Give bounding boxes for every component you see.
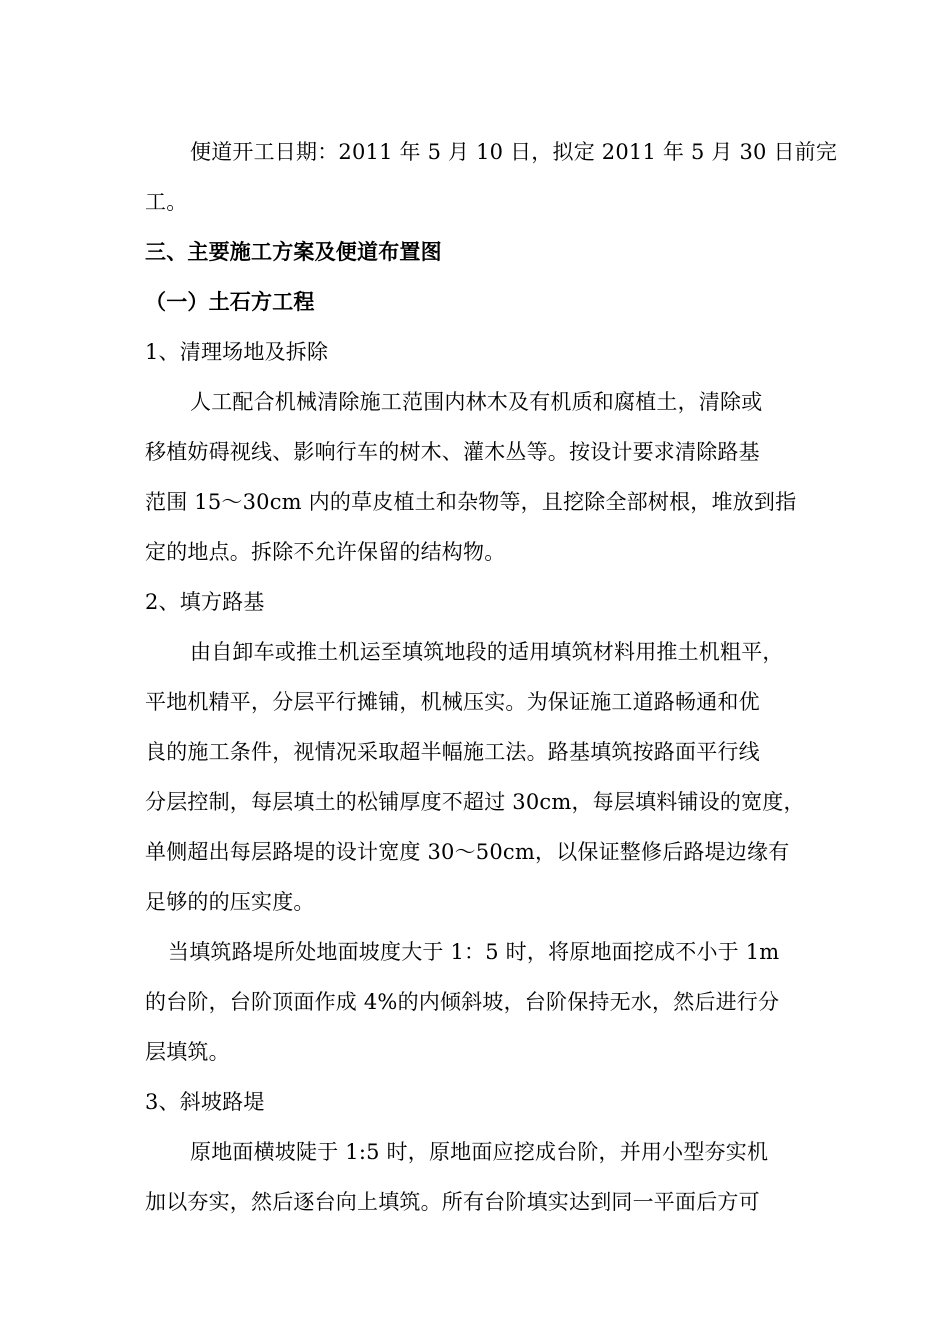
paragraph-line: 的台阶，台阶顶面作成 4%的内倾斜坡，台阶保持无水，然后进行分: [145, 990, 780, 1014]
paragraph-line: 便道开工日期：2011 年 5 月 10 日，拟定 2011 年 5 月 30 日前完: [190, 140, 838, 164]
paragraph-line: 足够的的压实度。: [145, 890, 315, 914]
item-heading: 1、清理场地及拆除: [145, 340, 329, 364]
paragraph-line: 人工配合机械清除施工范围内林木及有机质和腐植土，清除或: [190, 390, 763, 414]
paragraph-line: 原地面横坡陡于 1:5 时，原地面应挖成台阶，并用小型夯实机: [190, 1140, 769, 1164]
paragraph-line: 单侧超出每层路堤的设计宽度 30～50cm，以保证整修后路堤边缘有: [145, 840, 790, 864]
item-heading: 3、斜坡路堤: [145, 1090, 265, 1114]
paragraph-line: 当填筑路堤所处地面坡度大于 1：5 时，将原地面挖成不小于 1m: [168, 940, 780, 964]
paragraph-line: 定的地点。拆除不允许保留的结构物。: [145, 540, 506, 564]
paragraph-line: 加以夯实，然后逐台向上填筑。所有台阶填实达到同一平面后方可: [145, 1190, 760, 1214]
paragraph-line: 良的施工条件，视情况采取超半幅施工法。路基填筑按路面平行线: [145, 740, 760, 764]
paragraph-line: 由自卸车或推土机运至填筑地段的适用填筑材料用推土机粗平，: [190, 640, 784, 664]
subsection-heading: （一）土石方工程: [145, 289, 315, 314]
item-heading: 2、填方路基: [145, 590, 265, 614]
paragraph-line: 分层控制，每层填土的松铺厚度不超过 30cm，每层填料铺设的宽度，: [145, 790, 805, 814]
paragraph-line: 工。: [145, 190, 188, 214]
section-heading: 三、主要施工方案及便道布置图: [145, 239, 442, 264]
paragraph-line: 移植妨碍视线、影响行车的树木、灌木丛等。按设计要求清除路基: [145, 440, 760, 464]
paragraph-line: 范围 15～30cm 内的草皮植土和杂物等，且挖除全部树根，堆放到指: [145, 490, 797, 514]
paragraph-line: 层填筑。: [145, 1040, 230, 1064]
paragraph-line: 平地机精平，分层平行摊铺，机械压实。为保证施工道路畅通和优: [145, 690, 760, 714]
